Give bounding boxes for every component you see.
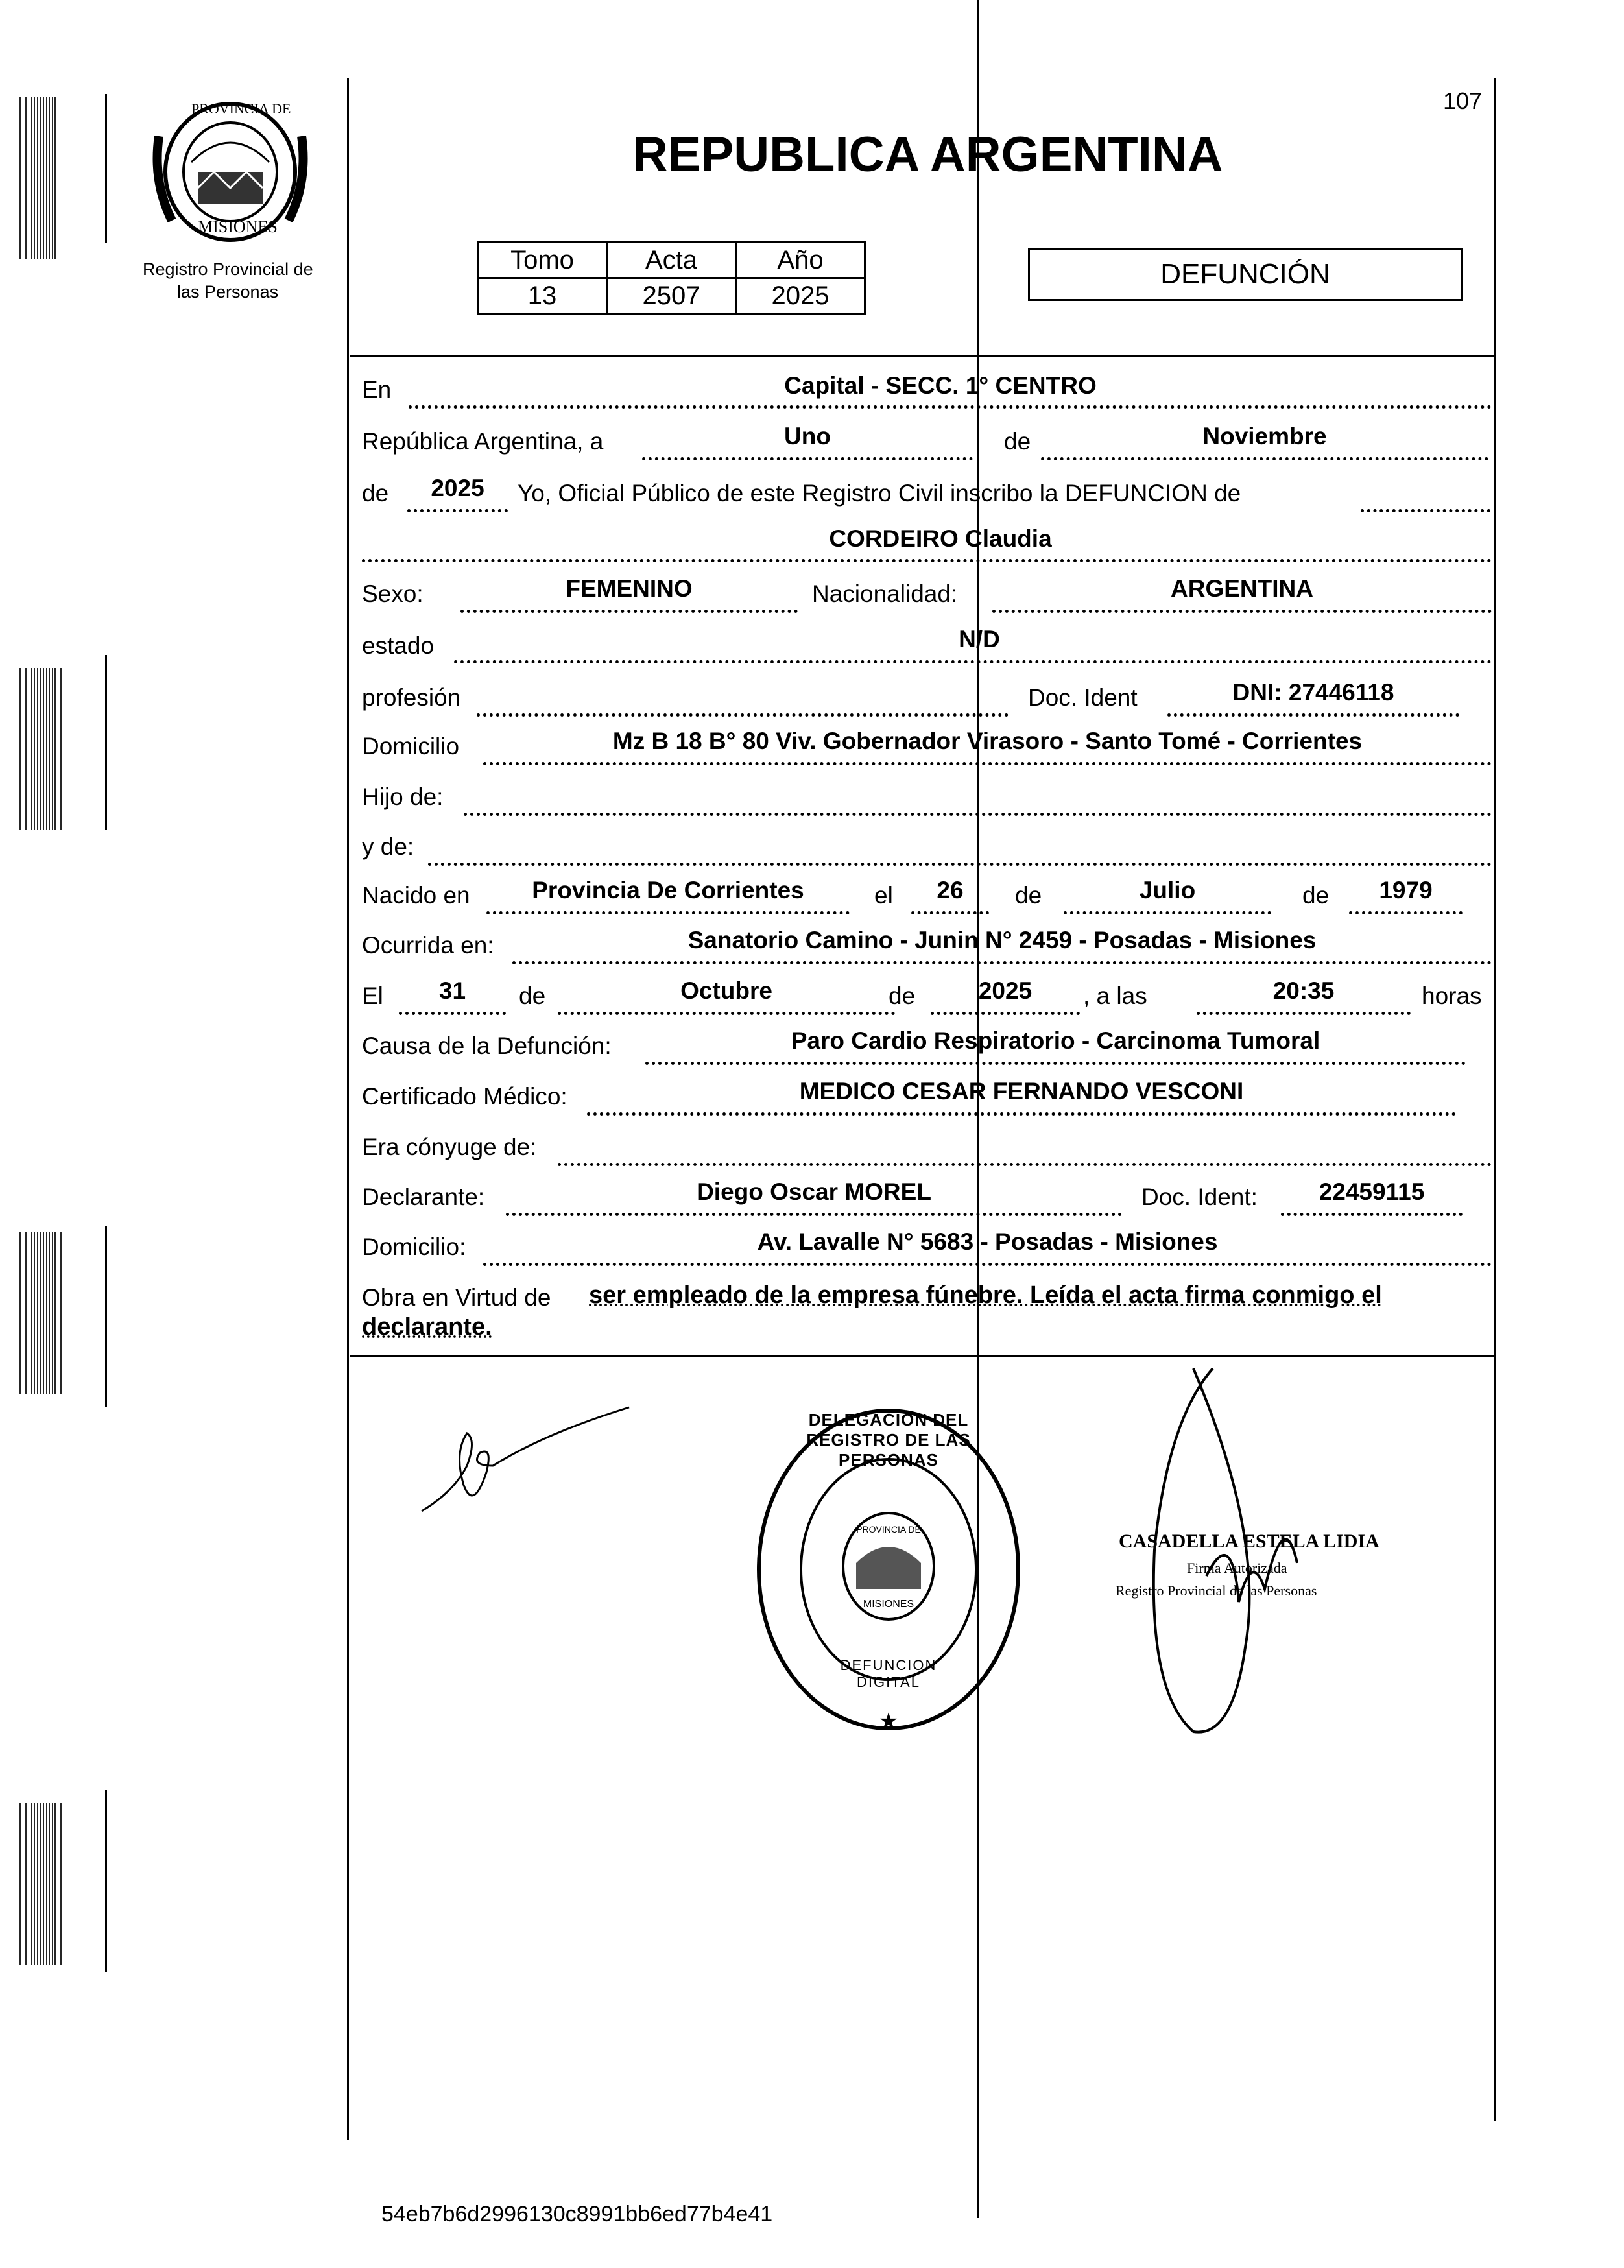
label-nacido-en: Nacido en <box>362 882 470 909</box>
label-en: En <box>362 376 392 403</box>
field-line <box>486 911 850 914</box>
field-line <box>409 405 1492 409</box>
field-line <box>911 911 989 914</box>
label-de: de <box>889 983 916 1009</box>
provincial-seal <box>152 97 308 246</box>
value-dia-letras: Uno <box>784 423 831 449</box>
right-margin-line <box>1494 78 1496 2121</box>
page-title: REPUBLICA ARGENTINA <box>632 127 1223 182</box>
value-obra-texto-2: declarante. <box>362 1313 492 1341</box>
value-nacionalidad: ARGENTINA <box>1171 575 1313 602</box>
scan-artifact <box>19 1232 65 1394</box>
field-line <box>362 559 1492 562</box>
value-muerte-anio: 2025 <box>978 977 1033 1004</box>
act-type: DEFUNCIÓN <box>1160 258 1330 290</box>
scan-mark <box>105 1226 107 1407</box>
svg-text:★: ★ <box>878 1709 899 1734</box>
field-line <box>483 762 1492 765</box>
stamp-inner-text: DEFUNCION DIGITAL <box>840 1657 937 1690</box>
label-sexo: Sexo: <box>362 580 424 607</box>
value-causa: Paro Cardio Respiratorio - Carcinoma Tumoral <box>791 1027 1320 1054</box>
label-ocurrida-en: Ocurrida en: <box>362 932 494 959</box>
header-anio: Año <box>736 243 865 278</box>
value-muerte-mes: Octubre <box>680 977 772 1004</box>
officer-title: Firma Autorizada <box>1187 1560 1287 1576</box>
form-top-line <box>350 355 1495 357</box>
label-certificado: Certificado Médico: <box>362 1083 567 1110</box>
value-anio: 2025 <box>736 278 865 314</box>
field-line <box>1281 1213 1463 1216</box>
value-anio-acta: 2025 <box>431 475 484 501</box>
field-line <box>587 1112 1456 1116</box>
label-el: el <box>874 882 893 909</box>
label-de: de <box>362 480 389 507</box>
registry-line-1: Registro Provincial de <box>143 259 313 279</box>
value-mes-letras: Noviembre <box>1202 423 1327 449</box>
field-line <box>642 457 973 460</box>
scan-mark <box>105 655 107 830</box>
scan-artifact <box>19 97 58 259</box>
label-de: de <box>1004 428 1031 455</box>
value-muerte-hora: 20:35 <box>1272 977 1335 1004</box>
field-line <box>1167 713 1459 717</box>
field-line <box>1064 911 1271 914</box>
label-estado: estado <box>362 632 435 659</box>
value-dni: DNI: 27446118 <box>1232 679 1394 706</box>
field-line <box>992 610 1492 613</box>
value-certificado: MEDICO CESAR FERNANDO VESCONI <box>799 1078 1244 1104</box>
label-a-las: , a las <box>1083 983 1147 1009</box>
field-line <box>1361 509 1490 512</box>
scan-artifact <box>19 668 65 830</box>
value-declarante-domicilio: Av. Lavalle N° 5683 - Posadas - Misiones <box>757 1228 1218 1255</box>
field-line <box>1197 1012 1411 1015</box>
label-y-de: y de: <box>362 833 414 860</box>
label-republica: República Argentina, a <box>362 428 604 455</box>
scan-mark <box>105 1790 107 1972</box>
field-line <box>483 1263 1492 1266</box>
field-line <box>1349 911 1463 914</box>
value-tomo: 13 <box>478 278 607 314</box>
scan-mark <box>105 94 107 243</box>
field-line <box>506 1213 1122 1216</box>
value-declarante: Diego Oscar MOREL <box>697 1178 931 1205</box>
registry-line-2: las Personas <box>177 282 279 302</box>
field-line <box>645 1062 1466 1065</box>
value-sexo: FEMENINO <box>566 575 693 602</box>
label-doc-ident: Doc. Ident: <box>1141 1184 1258 1210</box>
label-profesion: profesión <box>362 684 461 711</box>
stamp-outer-text-label: DELEGACIÓN DEL REGISTRO DE LAS PERSONAS <box>806 1410 971 1470</box>
value-obra-texto: ser empleado de la empresa fúnebre. Leída el acta firma conmigo el <box>589 1282 1382 1309</box>
officer-name: CASADELLA ESTELA LIDIA <box>1119 1531 1379 1552</box>
value-domicilio: Mz B 18 B° 80 Viv. Gobernador Virasoro - Santo Tomé - Corrientes <box>612 728 1363 754</box>
official-stamp <box>752 1401 1025 1738</box>
label-el: El <box>362 983 383 1009</box>
label-horas: horas <box>1422 983 1482 1009</box>
declarant-signature <box>415 1394 636 1524</box>
label-de: de <box>1302 882 1330 909</box>
value-nacido-anio: 1979 <box>1379 877 1433 903</box>
field-line <box>428 863 1492 866</box>
label-nacionalidad: Nacionalidad: <box>812 580 958 607</box>
value-lugar: Capital - SECC. 1° CENTRO <box>784 372 1097 399</box>
stamp-seal-top: PROVINCIA DE <box>856 1524 921 1534</box>
register-table-values <box>478 278 865 314</box>
label-de: de <box>1015 882 1042 909</box>
label-conyuge: Era cónyuge de: <box>362 1134 537 1160</box>
field-line <box>399 1012 506 1015</box>
scan-artifact <box>19 1803 65 1965</box>
page-number: 107 <box>1443 88 1483 114</box>
field-line <box>558 1163 1492 1166</box>
value-acta: 2507 <box>607 278 736 314</box>
field-line <box>558 1012 895 1015</box>
register-table <box>477 241 866 315</box>
label-domicilio: Domicilio: <box>362 1234 466 1260</box>
value-nacido-lugar: Provincia De Corrientes <box>532 877 804 903</box>
header-acta: Acta <box>607 243 736 278</box>
field-line <box>454 660 1492 663</box>
officer-office: Registro Provincial de las Personas <box>1116 1582 1317 1599</box>
label-doc-ident: Doc. Ident <box>1028 684 1138 711</box>
value-muerte-dia: 31 <box>438 977 466 1004</box>
fold-line <box>977 0 979 2218</box>
field-line <box>1041 457 1488 460</box>
value-nacido-mes: Julio <box>1139 877 1196 903</box>
value-fallecido: CORDEIRO Claudia <box>829 525 1052 552</box>
register-table-header <box>478 243 865 278</box>
label-obra: Obra en Virtud de <box>362 1284 551 1311</box>
field-line <box>512 961 1492 964</box>
value-estado: N/D <box>959 626 1000 652</box>
stamp-seal-bottom: MISIONES <box>863 1599 914 1610</box>
field-line <box>460 610 798 613</box>
act-type-box <box>1028 248 1463 301</box>
label-yo-oficial: Yo, Oficial Público de este Registro Civil inscribo la DEFUNCION de <box>518 480 1241 507</box>
field-line <box>477 713 1009 717</box>
label-declarante: Declarante: <box>362 1184 485 1210</box>
value-declarante-doc: 22459115 <box>1319 1178 1425 1205</box>
seal-text-top: PROVINCIA DE <box>191 101 291 117</box>
left-margin-line <box>347 78 349 2140</box>
label-hijo-de: Hijo de: <box>362 783 444 810</box>
label-domicilio: Domicilio <box>362 733 460 759</box>
document-hash: 54eb7b6d2996130c8991bb6ed77b4e41 <box>381 2202 773 2226</box>
label-causa: Causa de la Defunción: <box>362 1033 612 1059</box>
field-line <box>407 509 508 512</box>
header-tomo: Tomo <box>478 243 607 278</box>
field-line <box>464 813 1492 816</box>
seal-text-bottom: MISIONES <box>198 217 278 236</box>
value-nacido-dia: 26 <box>937 877 964 903</box>
value-ocurrida: Sanatorio Camino - Junin N° 2459 - Posadas - Misiones <box>687 927 1317 953</box>
field-line <box>931 1012 1080 1015</box>
label-de: de <box>519 983 546 1009</box>
